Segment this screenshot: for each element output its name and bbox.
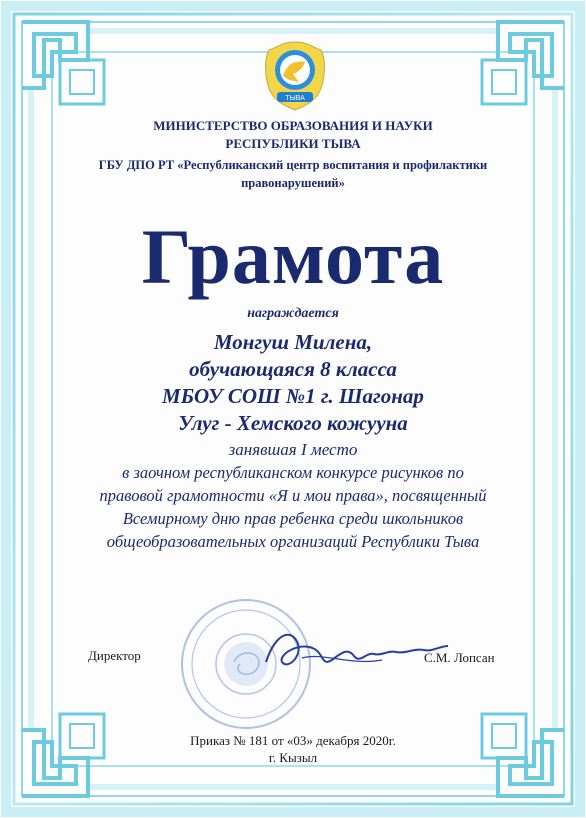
description-line-2: правовой грамотности «Я и мои права», посвященный <box>99 486 487 505</box>
org-line-1: МИНИСТЕРСТВО ОБРАЗОВАНИЯ И НАУКИ <box>153 118 433 133</box>
org-line-4: правонарушений» <box>241 176 345 190</box>
org-line-3: ГБУ ДПО РТ «Республиканский центр воспитания и профилактики <box>98 158 488 172</box>
place-text: занявшая I место <box>228 440 358 459</box>
org-line-2: РЕСПУБЛИКИ ТЫВА <box>225 136 361 151</box>
recipient-district: Улуг - Хемского кожууна <box>178 411 408 435</box>
description-line-4: общеобразовательных организаций Республики Тыва <box>106 532 480 551</box>
recipient-name: Монгуш Милена, <box>213 330 373 354</box>
director-label: Директор <box>88 648 141 663</box>
director-name: С.М. Лопсан <box>424 650 495 665</box>
description-line-1: в заочном республиканском конкурсе рисунков по <box>122 463 464 482</box>
city-text: г. Кызыл <box>268 750 318 765</box>
recipient-school: МБОУ СОШ №1 г. Шагонар <box>162 384 424 408</box>
page-title: Грамота <box>141 213 445 300</box>
recipient-grade: обучающаяся 8 класса <box>189 357 397 381</box>
emblem-text: ТЫВА <box>285 95 305 102</box>
awarded-label: награждается <box>247 306 339 321</box>
tuva-emblem-icon <box>259 40 331 112</box>
description-line-3: Всемирному дню прав ребенка среди школьников <box>122 509 464 528</box>
order-text: Приказ № 181 от «03» декабря 2020г. <box>190 733 396 748</box>
